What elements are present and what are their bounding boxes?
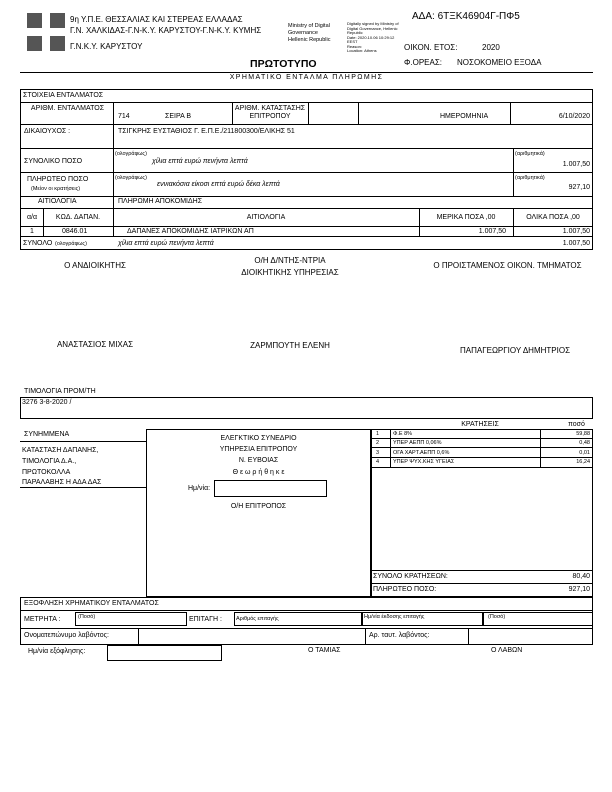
sum-words-label: (ολογράφως)	[55, 241, 87, 247]
deduction-name: ΥΠΕΡ ΑΕΠΠ 0,06%	[393, 440, 442, 446]
director-name: ΖΑΡΜΠΟΥΤΗ ΕΛΕΝΗ	[250, 341, 330, 350]
cash-amount-hint: (Ποσό)	[78, 614, 96, 620]
audit-date-field[interactable]	[214, 480, 327, 497]
payable-words-label: (ολογράφως)	[115, 175, 147, 181]
ministry-line-1: Ministry of Digital	[288, 23, 330, 29]
agency-label: Φ.ΟΡΕΑΣ:	[404, 58, 443, 67]
attachment-item-2: ΤΙΜΟΛΟΓΙΑ Δ.Α.,	[22, 458, 77, 465]
cash-label: ΜΕΤΡΗΤΑ :	[24, 616, 61, 623]
audit-line-2: ΥΠΗΡΕΣΙΑ ΕΠΙΤΡΟΠΟΥ	[219, 446, 298, 453]
deduction-name: Φ.Ε 8%	[393, 431, 413, 437]
attachment-item-4: ΠΑΡΑΛΑΒΗΣ Η ΑΔΑ ΔΑΣ	[22, 479, 102, 486]
cheque-label: ΕΠΙΤΑΓΗ :	[189, 616, 222, 623]
total-numeric-label: (αριθμητικά)	[515, 151, 545, 157]
deductions-amount-label: ποσό	[568, 421, 585, 428]
sum-label: ΣΥΝΟΛΟ	[23, 240, 53, 247]
digital-signature-1: Digitally signed by Ministry of	[347, 21, 399, 26]
payable-amount: 927,10	[568, 184, 590, 191]
deduction-number: 2	[376, 440, 380, 446]
audit-line-1: ΕΛΕΓΚΤΙΚΟ ΣΥΝΕΔΡΙΟ	[220, 435, 297, 442]
attachment-item-1: ΚΑΤΑΣΤΑΣΗ ΔΑΠΑΝΗΣ,	[22, 447, 99, 454]
digital-signature-5: EEST	[347, 39, 358, 44]
finance-head-name: ΠΑΠΑΓΕΩΡΓΙΟΥ ΔΗΜΗΤΡΙΟΣ	[459, 346, 571, 355]
deduction-number: 1	[376, 431, 380, 437]
invoices-value: 3276 3-8-2020 /	[22, 399, 72, 406]
fiscal-year-label: ΟΙΚΟΝ. ΕΤΟΣ:	[404, 43, 458, 52]
finance-head-title: Ο ΠΡΟΙΣΤΑΜΕΝΟΣ ΟΙΚΟΝ. ΤΜΗΜΑΤΟΣ	[433, 261, 582, 270]
fiscal-year: 2020	[482, 43, 500, 52]
row-total: 1.007,50	[562, 228, 590, 235]
audit-line-3: Ν. ΕΥΒΟΙΑΣ	[238, 457, 279, 464]
settlement-label: ΕΞΟΦΛΗΣΗ ΧΡΗΜΑΤΙΚΟΥ ΕΝΤΑΛΜΑΤΟΣ	[24, 600, 159, 607]
director-title-2: ΔΙΟΙΚΗΤΙΚΗΣ ΥΠΗΡΕΣΙΑΣ	[241, 268, 339, 277]
administrator-name: ΑΝΑΣΤΑΣΙΟΣ ΜΙΧΑΣ	[56, 340, 134, 349]
document-subtitle: ΧΡΗΜΑΤΙΚΟ ΕΝΤΑΛΜΑ ΠΛΗΡΩΜΗΣ	[229, 74, 384, 81]
deduction-amount: 0,48	[579, 440, 590, 446]
sum-words: χίλια επτά ευρώ πενήντα λεπτά	[118, 240, 214, 247]
total-amount-label: ΣΥΝΟΛΙΚΟ ΠΟΣΟ	[24, 158, 83, 165]
cheque-amount-hint: (Ποσό)	[488, 614, 506, 620]
col-reason: ΑΙΤΙΟΛΟΓΙΑ	[246, 214, 286, 221]
audit-commissioner: Ο/Η ΕΠΙΤΡΟΠΟΣ	[230, 503, 287, 510]
cheque-number-hint: Αριθμός επιταγής	[236, 616, 279, 622]
order-section-title: ΣΤΟΙΧΕΙΑ ΕΝΤΑΛΜΑΤΟΣ	[23, 92, 104, 99]
ministry-line-3: Hellenic Republic	[288, 37, 331, 43]
row-aa: 1	[30, 228, 34, 235]
deductions-label: ΚΡΑΤΗΣΕΙΣ	[461, 421, 499, 428]
invoices-label: ΤΙΜΟΛΟΓΙΑ ΠΡΟΜ/ΤΗ	[24, 388, 96, 395]
audit-box	[146, 429, 371, 597]
deduction-number: 3	[376, 450, 380, 456]
deduction-name: ΟΓΑ ΧΑΡΤ.ΑΕΠΠ 0,6%	[393, 450, 450, 456]
deductions-total: 80,40	[572, 573, 590, 580]
audit-seen: Θ ε ω ρ ή θ η κ ε	[232, 469, 285, 476]
org-line-2: Γ.Ν. ΧΑΛΚΙΔΑΣ-Γ.Ν-Κ.Υ. ΚΑΡΥΣΤΟΥ-Γ.Ν-Κ.Υ. ΚΥΜΗΣ	[70, 26, 262, 35]
org-line-3: Γ.Ν.Κ.Υ. ΚΑΡΥΣΤΟΥ	[70, 42, 143, 51]
col-partial-amounts: ΜΕΡΙΚΑ ΠΟΣΑ ,00	[436, 214, 496, 221]
total-amount-words: χίλια επτά ευρώ πενήντα λεπτά	[152, 158, 248, 165]
hellenic-cross-logo	[27, 13, 65, 51]
date-label: ΗΜΕΡΟΜΗΝΙΑ	[440, 113, 489, 120]
order-number-label: ΑΡΙΘΜ. ΕΝΤΑΛΜΑΤΟΣ	[30, 105, 105, 112]
payable-final: 927,10	[568, 586, 590, 593]
digital-signature-4: Date: 2020.10.06 10:29:12	[347, 34, 395, 40]
audit-date-label: Ημ/νία:	[188, 485, 211, 492]
receiver-name-label: Ονοματεπώνυμο λαβόντος:	[24, 632, 109, 639]
receiver-id-label: Αρ. ταυτ. λαβόντος:	[369, 632, 430, 639]
total-amount: 1.007,50	[562, 161, 590, 168]
cashier-label: Ο ΤΑΜΙΑΣ	[308, 647, 341, 654]
payable-numeric-label: (αριθμητικά)	[515, 175, 545, 181]
cheque-date-hint: Ημ/νία έκδοσης επιταγής	[364, 614, 425, 620]
digital-signature-3: Republic	[347, 30, 363, 35]
deduction-amount: 16,24	[576, 459, 590, 465]
row-partial: 1.007,50	[478, 228, 506, 235]
col-total-amounts: ΟΛΙΚΑ ΠΟΣΑ ,00	[526, 214, 580, 221]
org-line-1: 9η Υ.Π.Ε. ΘΕΣΣΑΛΙΑΣ ΚΑΙ ΣΤΕΡΕΑΣ ΕΛΛΑΔΑΣ	[70, 15, 243, 24]
order-number: 714	[118, 113, 130, 120]
administrator-title: Ο ΑΝΔΙΟΙΚΗΤΗΣ	[64, 261, 126, 270]
payable-final-label: ΠΛΗΡΩΤΕΟ ΠΟΣΟ:	[373, 586, 437, 593]
digital-signature-7: Location: Athens	[347, 48, 377, 53]
deduction-amount: 0,01	[579, 450, 590, 456]
reason-label: ΑΙΤΙΟΛΟΓΙΑ	[38, 198, 77, 205]
reason: ΠΛΗΡΩΜΗ ΑΠΟΚΟΜΙΔΗΣ	[118, 198, 203, 205]
digital-signature-2: Digital Governance, Hellenic	[347, 25, 398, 31]
commissioner-state-label: ΑΡΙΘΜ. ΚΑΤΑΣΤΑΣΗΣ ΕΠΙΤΡΟΠΟΥ	[234, 105, 306, 120]
director-title-1: Ο/Η Δ/ΝΤΗΣ-ΝΤΡΙΑ	[254, 256, 326, 265]
settlement-date-field[interactable]	[107, 645, 222, 661]
deduction-amount: 59,88	[576, 431, 590, 437]
order-series: ΣΕΙΡΑ Β	[165, 113, 191, 120]
row-expense-code: 0846.01	[62, 228, 88, 235]
payable-amount-sublabel: (Μείον οι κρατήσεις)	[31, 186, 81, 192]
deductions-total-label: ΣΥΝΟΛΟ ΚΡΑΤΗΣΕΩΝ:	[373, 573, 448, 580]
deduction-name: ΥΠΕΡ ΨΥΧ.ΚΗΣ ΥΓΕΙΑΣ	[393, 459, 455, 465]
settlement-date-label: Ημ/νία εξόφλησης:	[28, 648, 86, 655]
beneficiary: ΤΣΙΓΚΡΗΣ ΕΥΣΤΑΘΙΟΣ Γ. Ε.Π.Ε./211800300/ΕΛΙΚΗΣ 51	[118, 128, 295, 135]
attachment-item-3: ΠΡΩΤΟΚΟΛΛΑ	[22, 469, 71, 476]
total-words-label: (ολογράφως)	[115, 151, 147, 157]
row-reason: ΔΑΠΑΝΕΣ ΑΠΟΚΟΜΙΔΗΣ ΙΑΤΡΙΚΩΝ ΑΠ	[127, 228, 254, 235]
order-date: 6/10/2020	[558, 113, 590, 120]
ada-code: ΑΔΑ: 6ΤΞΚ46904Γ-ΠΦ5	[412, 11, 520, 22]
col-expense-code: ΚΩΔ. ΔΑΠΑΝ.	[55, 214, 101, 221]
agency: ΝΟΣΟΚΟΜΕΙΟ ΕΞΟΔΑ	[457, 58, 542, 67]
deduction-number: 4	[376, 459, 380, 465]
digital-signature-6: Reason:	[347, 43, 362, 49]
beneficiary-label: ΔΙΚΑΙΟΥΧΟΣ :	[24, 128, 71, 135]
ministry-line-2: Governance	[288, 30, 318, 36]
receiver-label: Ο ΛΑΒΩΝ	[491, 647, 523, 654]
sum-amount: 1.007,50	[562, 240, 590, 247]
page-title: ΠΡΩΤΟΤΥΠΟ	[250, 58, 317, 70]
payable-amount-label: ΠΛΗΡΩΤΕΟ ΠΟΣΟ	[27, 176, 89, 183]
invoices-box	[20, 397, 593, 419]
attachments-label: ΣΥΝΗΜΜΕΝΑ	[24, 431, 70, 438]
payable-amount-words: εννιακόσια είκοσι επτά ευρώ δέκα λεπτά	[157, 181, 280, 188]
col-aa: α/α	[26, 214, 38, 221]
